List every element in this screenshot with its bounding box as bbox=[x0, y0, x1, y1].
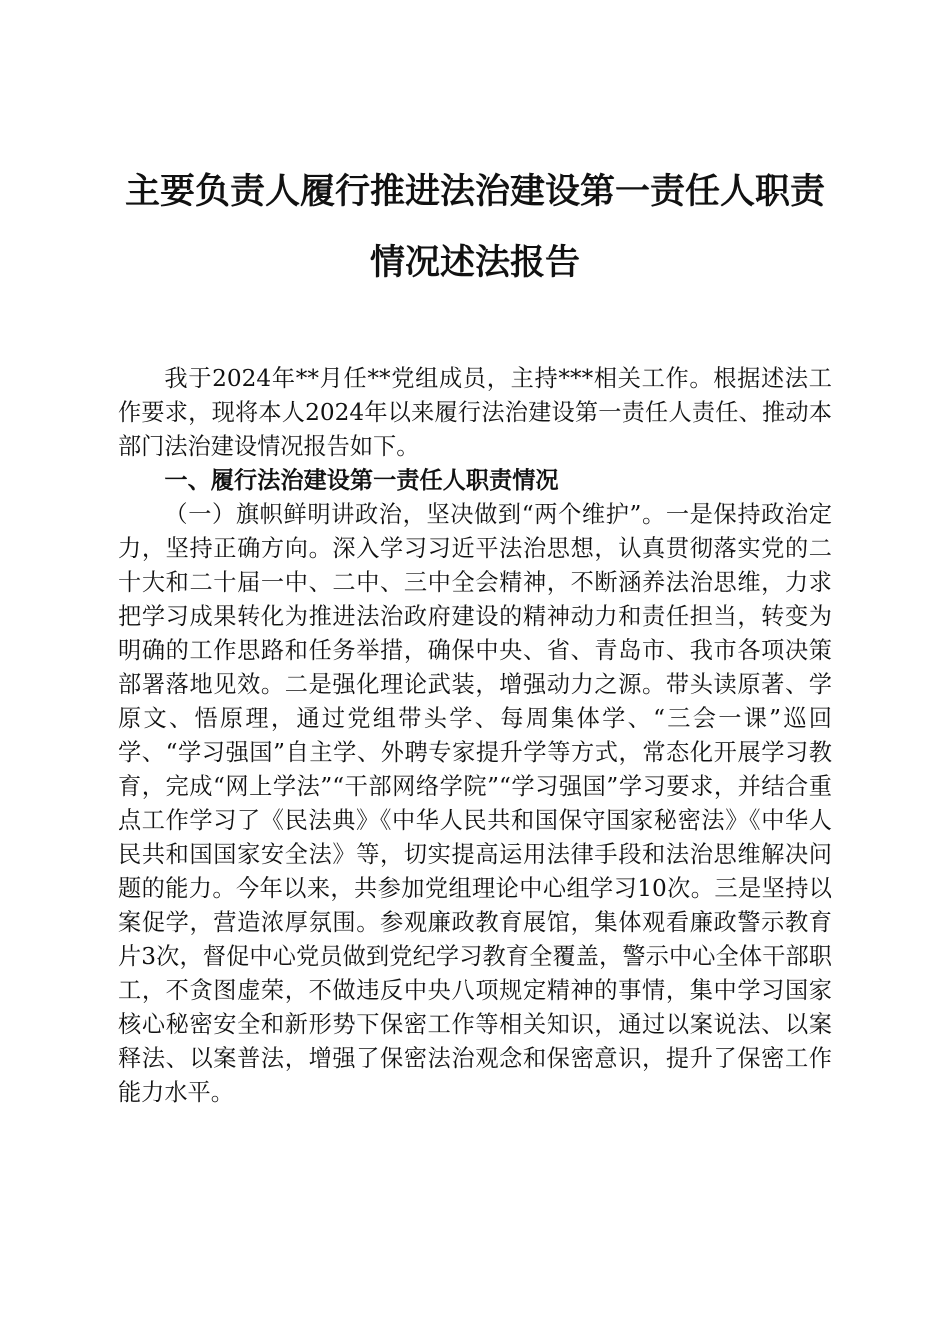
intro-paragraph: 我于2024年**月任**党组成员，主持***相关工作。根据述法工作要求，现将本人2024年以来履行法治建设第一责任人责任、推动本部门法治建设情况报告如下。 bbox=[118, 365, 832, 460]
document-title-line-2: 情况述法报告 bbox=[369, 242, 580, 283]
section-paragraph: （一）旗帜鲜明讲政治，坚决做到“两个维护”。一是保持政治定力，坚持正确方向。深入学习习近平法治思想，认真贯彻落实党的二十大和二十届一中、二中、三中全会精神，不断涵养法治思维，力求把学习成果转化为推进法治政府建设的精神动力和责任担当，转变为明确的工作思路和任务举措，确保中央、省、青岛市、我市各项决策部署落地见效。二是强化理论武装，增强动力之源。带头读原著、学原文、悟原理，通过党组带头学、每周集体学、“三会一课”巡回学、“学习强国”自主学、外聘专家提升学等方式，常态化开展学习教育，完成“网上学法”“干部网络学院”“学习强国”学习要求，并结合重点工作学习了《民法典》《中华人民共和国保守国家秘密法》《中华人民共和国国家安全法》等，切实提高运用法律手段和法治思维解决问题的能力。今年以来，共参加党组理论中心组学习10次。三是坚持以案促学，营造浓厚氛围。参观廉政教育展馆，集体观看廉政警示教育片3次，督促中心党员做到党纪学习教育全覆盖，警示中心全体干部职工，不贪图虚荣，不做违反中央八项规定精神的事情，集中学习国家核心秘密安全和新形势下保密工作等相关知识，通过以案说法、以案释法、以案普法，增强了保密法治观念和保密意识，提升了保密工作能力水平。 bbox=[118, 501, 832, 1106]
document-title-line-1: 主要负责人履行推进法治建设第一责任人职责 bbox=[124, 171, 825, 212]
document-body bbox=[118, 362, 832, 1110]
section-heading: 一、履行法治建设第一责任人职责情况 bbox=[164, 467, 559, 494]
